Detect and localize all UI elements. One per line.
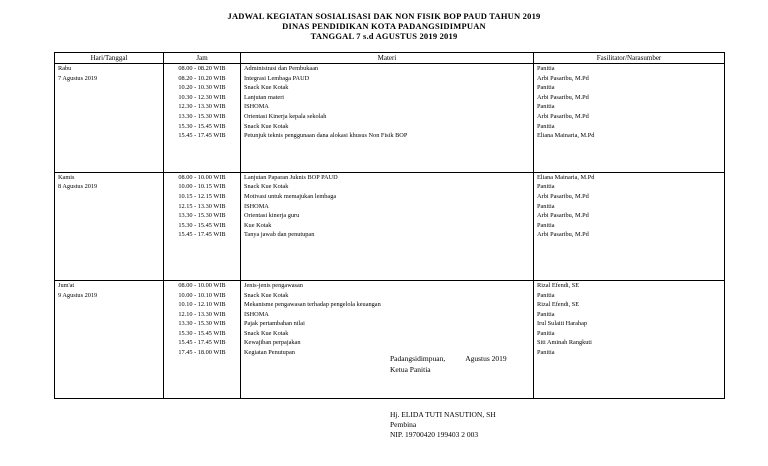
empty-cell (534, 264, 725, 272)
time-cell: 10.15 - 12.15 WIB (164, 192, 241, 202)
topic-cell: Tanya jawab dan penutupan (241, 230, 534, 240)
column-header-topic: Materi (241, 53, 534, 64)
facilitator-cell: Panitia (534, 291, 725, 301)
table-row (55, 83, 725, 93)
facilitator-cell: Arbi Pasaribu, M.Pd (534, 192, 725, 202)
empty-cell (241, 256, 534, 264)
empty-cell (55, 256, 164, 264)
empty-cell (241, 366, 534, 374)
facilitator-cell: Eliana Mainaria, M.Pd (534, 131, 725, 141)
empty-cell (534, 164, 725, 173)
day-cell (55, 348, 164, 358)
table-row (55, 192, 725, 202)
day-cell: Jum'at (55, 280, 164, 290)
table-row (55, 319, 725, 329)
empty-cell (55, 358, 164, 366)
day-cell: 7 Agustus 2019 (55, 74, 164, 84)
empty-cell (534, 390, 725, 399)
table-row (55, 182, 725, 192)
empty-cell (241, 156, 534, 164)
column-header-day: Hari/Tanggal (55, 53, 164, 64)
day-cell: Kamis (55, 172, 164, 182)
time-cell: 10.00 - 10.15 WIB (164, 182, 241, 192)
facilitator-cell: Arbi Pasaribu, M.Pd (534, 211, 725, 221)
topic-cell: Integrasi Lembaga PAUD (241, 74, 534, 84)
spacer-row (55, 272, 725, 281)
table-row (55, 211, 725, 221)
table-row (55, 64, 725, 74)
table-row (55, 300, 725, 310)
facilitator-cell: Panitia (534, 348, 725, 358)
day-cell (55, 112, 164, 122)
event-date-range: TANGGAL 7 s.d AGUSTUS 2019 2019 (310, 31, 458, 41)
topic-cell: Kue Kotak (241, 221, 534, 231)
empty-cell (55, 248, 164, 256)
schedule-title: JADWAL KEGIATAN SOSIALISASI DAK NON FISIK BOP PAUD TAHUN 2019 (227, 11, 541, 21)
spacer-row (55, 264, 725, 272)
time-cell: 13.30 - 15.30 WIB (164, 112, 241, 122)
empty-cell (241, 390, 534, 399)
topic-cell: Snack Kue Kotak (241, 122, 534, 132)
empty-cell (534, 141, 725, 156)
topic-cell: Pajak pertambahan nilai (241, 319, 534, 329)
time-cell: 10.10 - 12.10 WIB (164, 300, 241, 310)
topic-cell: Kegiatan Penutupan (241, 348, 534, 358)
empty-cell (534, 382, 725, 390)
empty-cell (164, 240, 241, 248)
time-cell: 15.45 - 17.45 WIB (164, 131, 241, 141)
facilitator-cell: Irul Sulaiti Harahap (534, 319, 725, 329)
day-cell: 8 Agustus 2019 (55, 182, 164, 192)
empty-cell (164, 141, 241, 156)
facilitator-cell: Rizal Efendi, SE (534, 300, 725, 310)
day-cell (55, 319, 164, 329)
empty-cell (534, 366, 725, 374)
table-row (55, 338, 725, 348)
spacer-row (55, 141, 725, 156)
facilitator-cell: Rizal Efendi, SE (534, 280, 725, 290)
facilitator-cell: Eliana Mainaria, M.Pd (534, 172, 725, 182)
spacer-row (55, 156, 725, 164)
day-cell (55, 221, 164, 231)
facilitator-cell: Panitia (534, 122, 725, 132)
time-cell: 15.30 - 15.45 WIB (164, 122, 241, 132)
empty-cell (241, 374, 534, 382)
empty-cell (55, 156, 164, 164)
facilitator-cell: Arbi Pasaribu, M.Pd (534, 74, 725, 84)
time-cell: 15.30 - 15.45 WIB (164, 329, 241, 339)
time-cell: 08.00 - 10.00 WIB (164, 172, 241, 182)
spacer-row (55, 256, 725, 264)
spacer-row (55, 390, 725, 399)
empty-cell (55, 390, 164, 399)
time-cell: 10.20 - 10.30 WIB (164, 83, 241, 93)
empty-cell (55, 366, 164, 374)
table-row (55, 122, 725, 132)
empty-cell (164, 366, 241, 374)
facilitator-cell: Arbi Pasaribu, M.Pd (534, 93, 725, 103)
empty-cell (164, 272, 241, 281)
table-row (55, 221, 725, 231)
facilitator-cell: Panitia (534, 182, 725, 192)
day-cell: 9 Agustus 2019 (55, 291, 164, 301)
empty-cell (164, 358, 241, 366)
topic-cell: Snack Kue Kotak (241, 83, 534, 93)
topic-cell: ISHOMA (241, 202, 534, 212)
spacer-row (55, 248, 725, 256)
day-cell (55, 102, 164, 112)
empty-cell (241, 272, 534, 281)
topic-cell: ISHOMA (241, 102, 534, 112)
column-header-time: Jam (164, 53, 241, 64)
spacer-row (55, 164, 725, 173)
time-cell: 08.00 - 08.20 WIB (164, 64, 241, 74)
empty-cell (241, 382, 534, 390)
department-name: DINAS PENDIDIKAN KOTA PADANGSIDIMPUAN (282, 21, 486, 31)
empty-cell (164, 164, 241, 173)
empty-cell (534, 156, 725, 164)
empty-cell (55, 264, 164, 272)
empty-cell (55, 382, 164, 390)
time-cell: 15.30 - 15.45 WIB (164, 221, 241, 231)
topic-cell: Kewajiban perpajakan (241, 338, 534, 348)
signature-name: Hj. ELIDA TUTI NASUTION, SH (390, 410, 496, 419)
day-cell (55, 122, 164, 132)
spacer-row (55, 240, 725, 248)
day-cell (55, 83, 164, 93)
empty-cell (241, 248, 534, 256)
empty-cell (164, 156, 241, 164)
facilitator-cell: Panitia (534, 329, 725, 339)
empty-cell (164, 264, 241, 272)
topic-cell: Snack Kue Kotak (241, 329, 534, 339)
empty-cell (534, 256, 725, 264)
column-header-facilitator: Fasilitator/Narasumber (534, 53, 725, 64)
facilitator-cell: Arbi Pasaribu, M.Pd (534, 230, 725, 240)
signature-rank: Pembina (390, 420, 417, 429)
time-cell: 15.45 - 17.45 WIB (164, 230, 241, 240)
time-cell: 08.20 - 10.20 WIB (164, 74, 241, 84)
empty-cell (164, 390, 241, 399)
time-cell: 17.45 - 18.00 WIB (164, 348, 241, 358)
empty-cell (55, 374, 164, 382)
table-row (55, 310, 725, 320)
facilitator-cell: Panitia (534, 202, 725, 212)
empty-cell (55, 141, 164, 156)
topic-cell: Snack Kue Kotak (241, 291, 534, 301)
empty-cell (241, 141, 534, 156)
day-cell: Rabu (55, 64, 164, 74)
day-cell (55, 192, 164, 202)
empty-cell (241, 240, 534, 248)
day-cell (55, 338, 164, 348)
signature-place: Padangsidimpuan, (390, 354, 446, 363)
facilitator-cell: Panitia (534, 310, 725, 320)
facilitator-cell: Siti Aminah Rangkuti (534, 338, 725, 348)
topic-cell: Orientasi kinerja guru (241, 211, 534, 221)
empty-cell (164, 256, 241, 264)
schedule-body (55, 64, 725, 399)
empty-cell (241, 164, 534, 173)
empty-cell (534, 272, 725, 281)
time-cell: 13.30 - 15.30 WIB (164, 211, 241, 221)
empty-cell (534, 358, 725, 366)
empty-cell (55, 164, 164, 173)
day-cell (55, 310, 164, 320)
table-row (55, 102, 725, 112)
topic-cell: Jenis-jenis pengawasan (241, 280, 534, 290)
facilitator-cell: Arbi Pasaribu, M.Pd (534, 112, 725, 122)
topic-cell: Motivasi untuk memajukan lembaga (241, 192, 534, 202)
topic-cell: Administrasi dan Pembukaan (241, 64, 534, 74)
empty-cell (534, 374, 725, 382)
spacer-row (55, 382, 725, 390)
table-row (55, 131, 725, 141)
topic-cell: Orientasi Kinerja kepala sekolah (241, 112, 534, 122)
time-cell: 15.45 - 17.45 WIB (164, 338, 241, 348)
empty-cell (534, 248, 725, 256)
table-row (55, 112, 725, 122)
day-cell (55, 329, 164, 339)
signature-date: Agustus 2019 (465, 354, 507, 363)
empty-cell (241, 264, 534, 272)
day-cell (55, 202, 164, 212)
table-row (55, 280, 725, 290)
time-cell: 12.15 - 13.30 WIB (164, 202, 241, 212)
facilitator-cell: Panitia (534, 83, 725, 93)
table-row (55, 202, 725, 212)
schedule-table (54, 52, 725, 399)
table-row (55, 172, 725, 182)
time-cell: 10.00 - 10.10 WIB (164, 291, 241, 301)
facilitator-cell: Panitia (534, 102, 725, 112)
table-header-row (55, 53, 725, 64)
signature-role: Ketua Panitia (390, 365, 431, 374)
empty-cell (164, 382, 241, 390)
facilitator-cell: Panitia (534, 64, 725, 74)
time-cell: 10.30 - 12.30 WIB (164, 93, 241, 103)
day-cell (55, 93, 164, 103)
time-cell: 13.30 - 15.30 WIB (164, 319, 241, 329)
topic-cell: Petunjuk teknis penggunaan dana alokasi khusus Non Fisik BOP (241, 131, 534, 141)
empty-cell (534, 240, 725, 248)
table-row (55, 291, 725, 301)
topic-cell: ISHOMA (241, 310, 534, 320)
table-row (55, 230, 725, 240)
topic-cell: Snack Kue Kotak (241, 182, 534, 192)
signature-nip: NIP. 19700420 199403 2 003 (390, 430, 479, 439)
empty-cell (55, 240, 164, 248)
topic-cell: Mekanisme pengawasan terhadap pengelola keuangan (241, 300, 534, 310)
table-row (55, 329, 725, 339)
topic-cell: Lanjutan materi (241, 93, 534, 103)
time-cell: 12.10 - 13.30 WIB (164, 310, 241, 320)
table-row (55, 74, 725, 84)
empty-cell (164, 248, 241, 256)
empty-cell (164, 374, 241, 382)
topic-cell: Lanjutan Paparan Juknis BOP PAUD (241, 172, 534, 182)
day-cell (55, 230, 164, 240)
time-cell: 08.00 - 10.00 WIB (164, 280, 241, 290)
table-row (55, 93, 725, 103)
day-cell (55, 300, 164, 310)
signature-place-date (390, 354, 507, 364)
empty-cell (55, 272, 164, 281)
day-cell (55, 211, 164, 221)
facilitator-cell: Panitia (534, 221, 725, 231)
time-cell: 12.30 - 13.30 WIB (164, 102, 241, 112)
day-cell (55, 131, 164, 141)
